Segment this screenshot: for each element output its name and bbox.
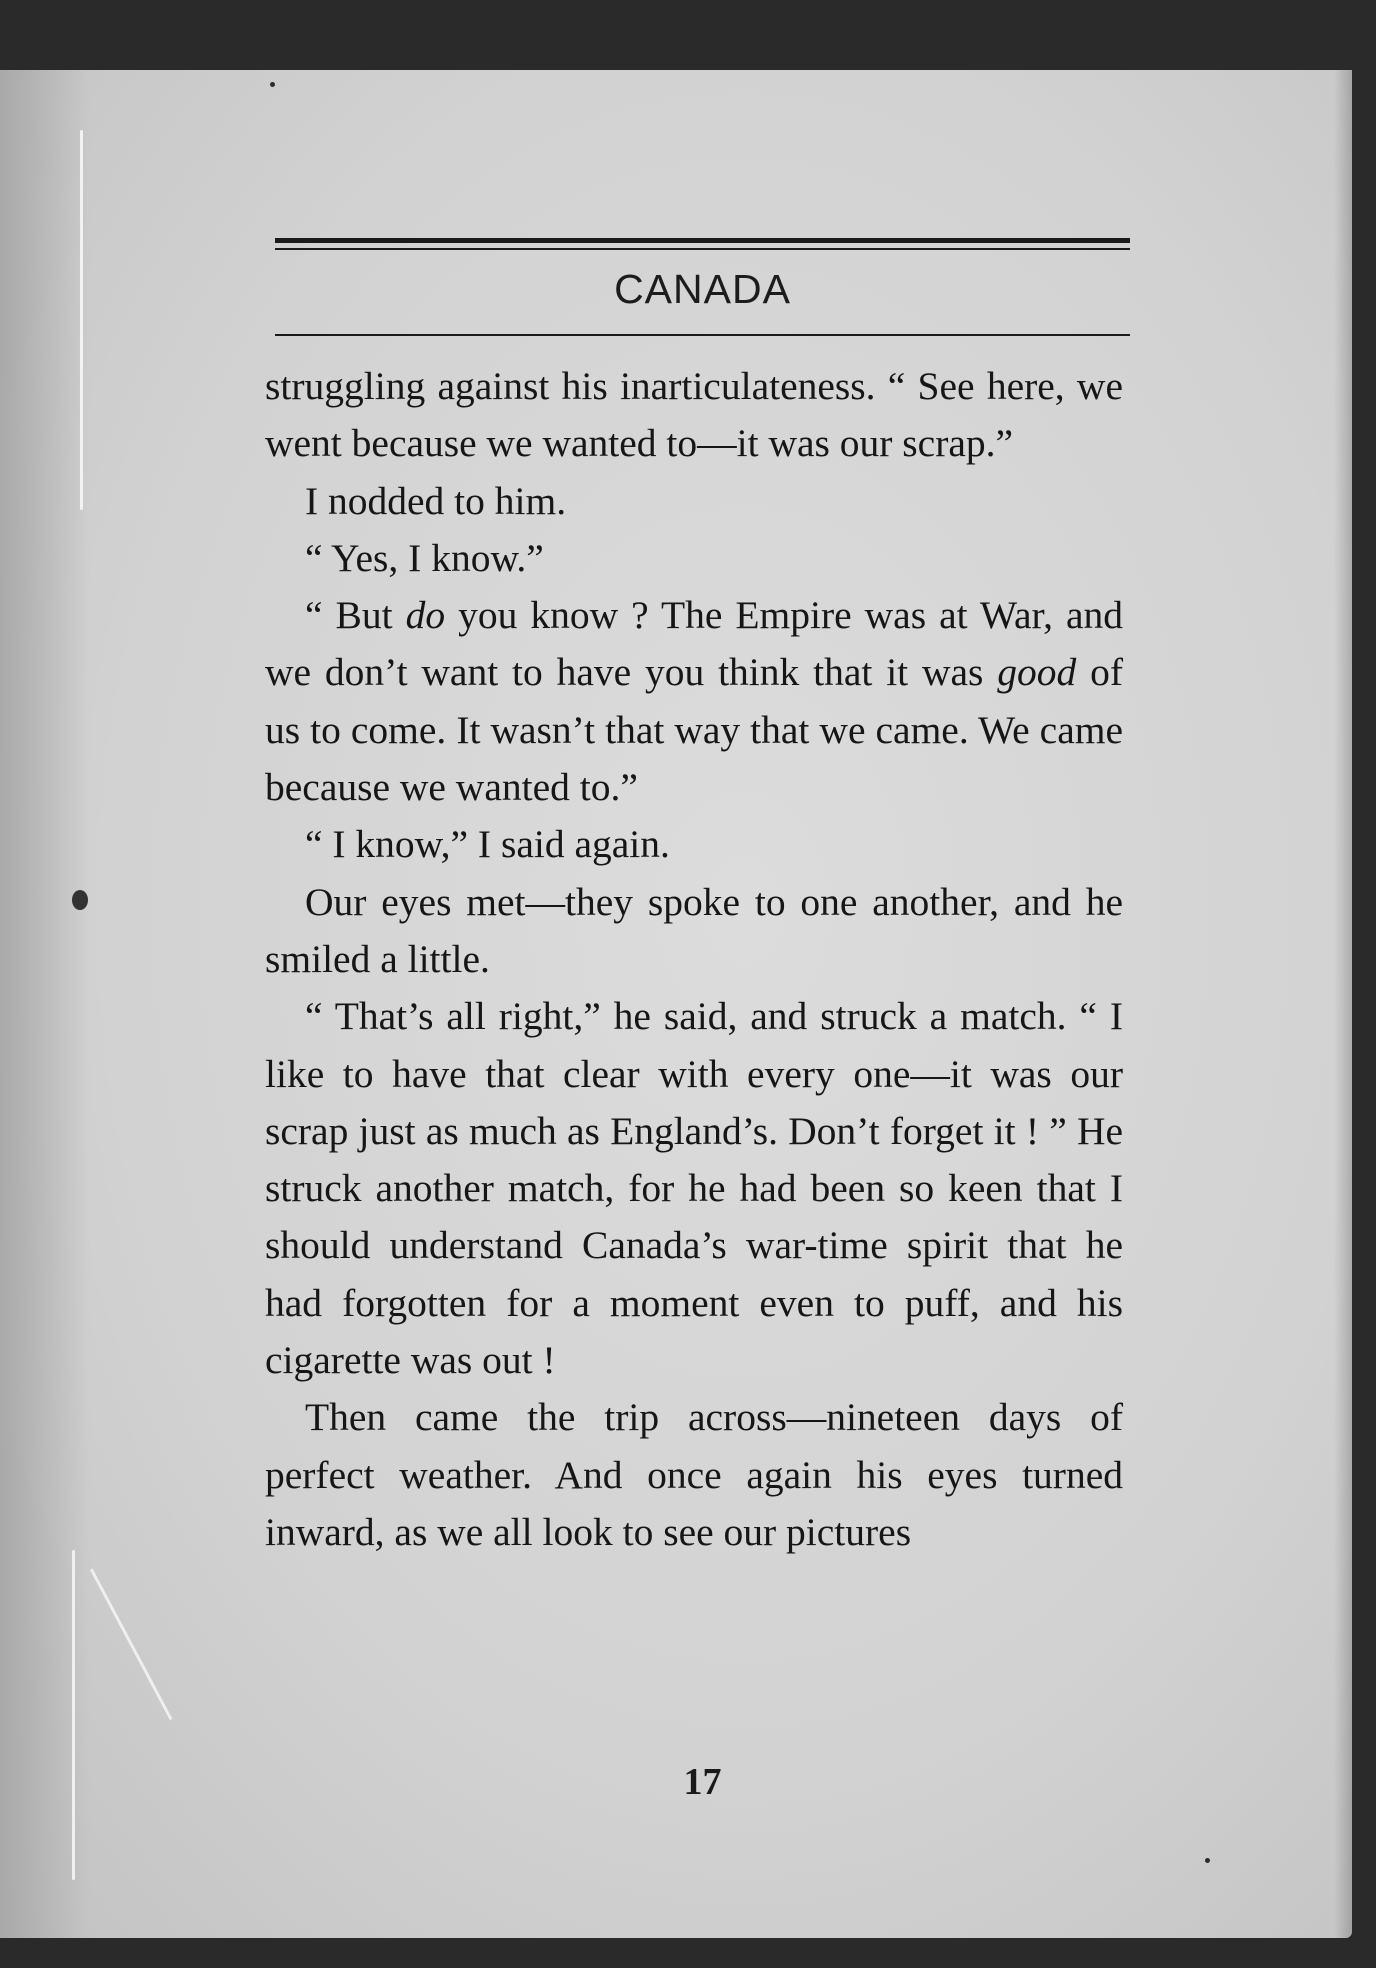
binding-thread-lower: [72, 1550, 75, 1880]
italic-text: good: [997, 650, 1077, 695]
paragraph: [265, 988, 1123, 1389]
paragraph: [265, 816, 1123, 873]
binding-gutter: [0, 70, 90, 1938]
running-head: CANADA: [614, 266, 791, 312]
page-edge-shadow: [1334, 70, 1352, 1938]
paragraph-text: “ That’s all right,” he said, and struck a match. “ I like to have that clear with every one—it was our scrap just as much as England’s. Don’t forget it ! ” He struck another match, for he had been so keen that I should understand Canada’s war-time spirit that he had forgotten for a moment even to puff, and his cigarette was out !: [265, 994, 1123, 1383]
paragraph-text: struggling against his inarticulateness. “ See here, we went because we wanted to—it was our scrap.”: [265, 364, 1123, 466]
paragraph-text: Our eyes met—they spoke to one another, and he smiled a little.: [265, 879, 1123, 981]
binding-hole: [72, 890, 88, 910]
paragraph: [265, 874, 1123, 989]
binding-thread-loop: [90, 1569, 172, 1721]
paragraph-text: “ I know,” I said again.: [305, 822, 670, 867]
page-number: 17: [683, 1761, 722, 1803]
header-double-rule: [275, 238, 1130, 250]
paragraph-text: Then came the trip across—nineteen days of perfect weather. And once again his eyes turned inward, as we all look to see our pictures: [265, 1395, 1123, 1554]
body-text: [265, 358, 1123, 1561]
paragraph: [265, 530, 1123, 587]
paragraph-text: “ Yes, I know.”: [305, 535, 544, 580]
paragraph: [265, 587, 1123, 816]
header-rule: [275, 334, 1130, 336]
ink-speck: [1205, 1858, 1210, 1863]
italic-text: do: [405, 593, 446, 638]
paragraph: [265, 358, 1123, 473]
paper-page: [0, 70, 1352, 1938]
paragraph-text: you know ? The Empire was at War, and we don’t want to have you think that it was: [265, 593, 1123, 695]
paragraph-text: of us to come. It wasn’t that way that we came. We came because we wanted to.”: [265, 650, 1123, 810]
paragraph: [265, 1389, 1123, 1561]
paragraph-text: “ But: [305, 593, 406, 638]
binding-thread: [80, 130, 83, 510]
paragraph: [265, 473, 1123, 530]
ink-speck: [270, 82, 275, 87]
paragraph-text: I nodded to him.: [305, 478, 567, 523]
